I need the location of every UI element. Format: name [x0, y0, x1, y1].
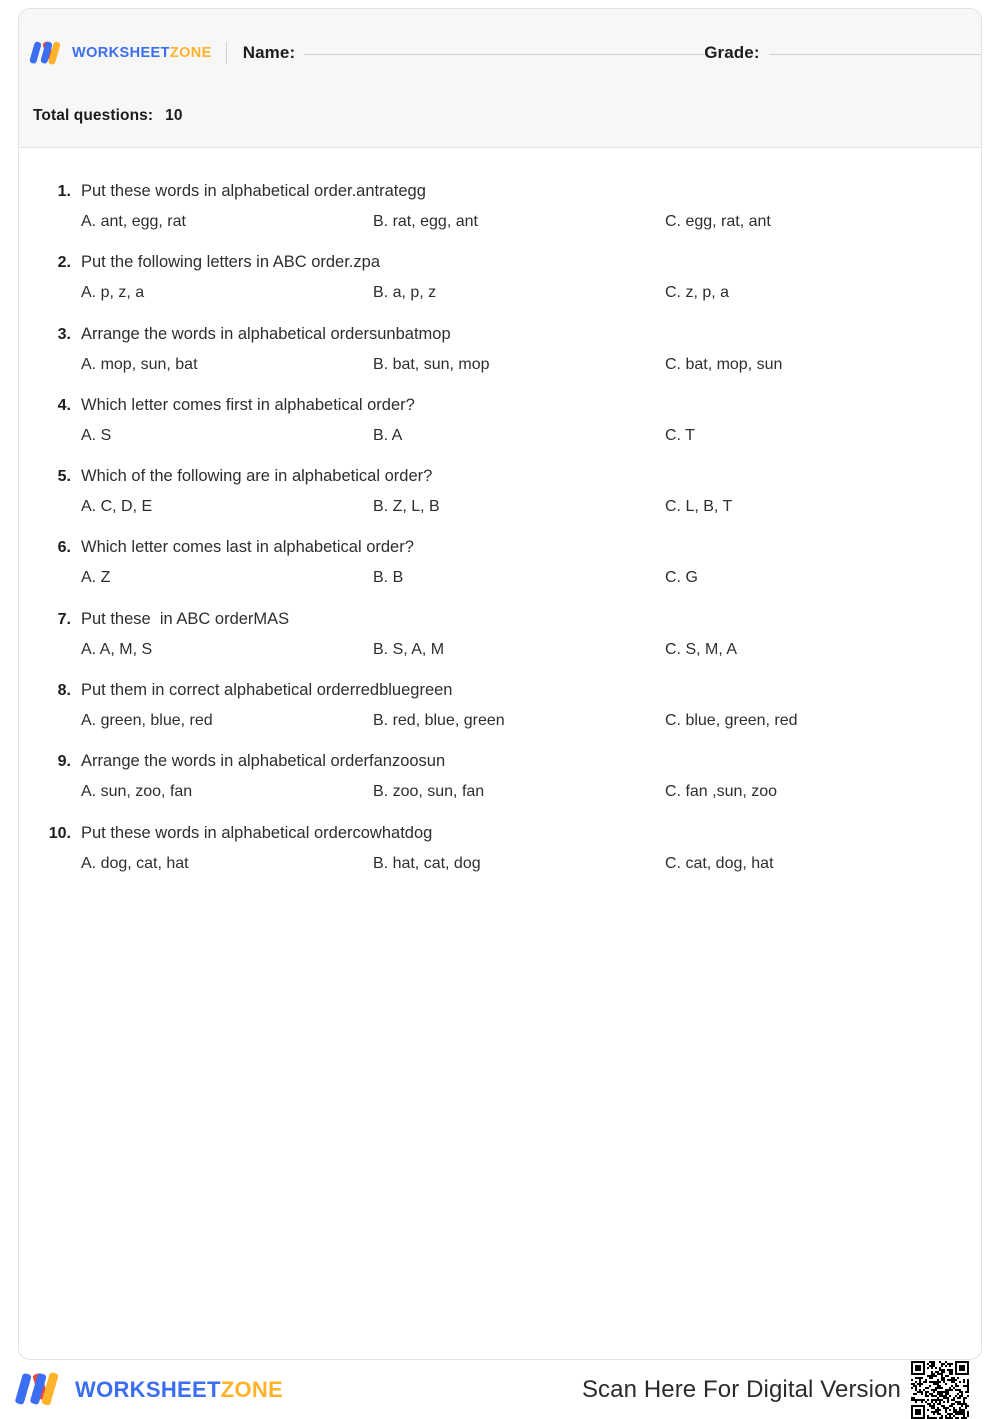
question-options — [37, 711, 963, 732]
option-choice[interactable]: B. a, p, z — [373, 284, 437, 302]
option-choice[interactable]: A. Z — [81, 569, 111, 587]
question-item — [37, 680, 963, 732]
option-choice[interactable]: C. bat, mop, sun — [665, 355, 783, 373]
footer-brand-logo — [20, 1370, 283, 1410]
option-choice[interactable]: A. ant, egg, rat — [81, 213, 186, 230]
question-text: Put these words in alphabetical order.antrategg — [81, 182, 426, 200]
question-number: 1. — [57, 183, 71, 200]
question-options — [37, 782, 963, 803]
option-choice[interactable]: B. red, blue, green — [373, 712, 505, 730]
header-divider — [226, 42, 227, 64]
option-choice[interactable]: A. S — [81, 426, 112, 444]
footer-brand-wordmark-part1: WORKSHEET — [75, 1377, 221, 1402]
grade-label: Grade: — [704, 43, 760, 62]
question-text: Which letter comes last in alphabetical order? — [81, 538, 414, 557]
question-options — [37, 854, 963, 875]
option-choice[interactable]: A. green, blue, red — [81, 712, 213, 730]
question-prompt — [37, 324, 963, 345]
option-choice[interactable]: B. S, A, M — [373, 640, 445, 658]
question-item — [37, 181, 963, 233]
question-prompt — [37, 609, 963, 630]
option-choice[interactable]: B. zoo, sun, fan — [373, 783, 485, 801]
question-number: 7. — [57, 610, 71, 628]
question-number: 5. — [57, 468, 71, 486]
option-choice[interactable]: A. dog, cat, hat — [81, 854, 189, 872]
question-text: Arrange the words in alphabetical orderfanzoosun — [81, 752, 446, 771]
option-choice[interactable]: A. C, D, E — [81, 498, 153, 516]
footer-brand-wordmark — [75, 1379, 283, 1401]
question-number: 8. — [57, 682, 71, 700]
worksheet-footer — [18, 1366, 982, 1414]
question-list — [19, 148, 981, 874]
footer-brand-wordmark-part2: ZONE — [220, 1377, 284, 1402]
option-choice[interactable]: B. rat, egg, ant — [373, 213, 478, 230]
question-number: 6. — [57, 539, 71, 557]
option-choice[interactable]: C. z, p, a — [665, 284, 730, 302]
option-choice[interactable]: B. B — [373, 569, 404, 587]
question-options — [37, 497, 963, 518]
header-row — [19, 31, 981, 75]
total-questions-value: 10 — [165, 107, 183, 124]
worksheet-page — [18, 8, 982, 1360]
option-choice[interactable]: B. hat, cat, dog — [373, 854, 481, 872]
question-text: Put these in ABC orderMAS — [81, 609, 290, 628]
total-questions — [33, 107, 183, 125]
worksheetzone-w-logo-icon — [33, 39, 65, 67]
question-prompt — [37, 395, 963, 416]
question-options — [37, 640, 963, 661]
question-item — [37, 751, 963, 803]
option-choice[interactable]: C. egg, rat, ant — [665, 213, 771, 230]
question-item — [37, 324, 963, 376]
option-choice[interactable]: C. T — [665, 426, 695, 444]
option-choice[interactable]: C. S, M, A — [665, 640, 738, 658]
question-options — [37, 426, 963, 447]
option-choice[interactable]: A. A, M, S — [81, 640, 153, 658]
option-choice[interactable]: C. blue, green, red — [665, 712, 798, 730]
option-choice[interactable]: C. fan ,sun, zoo — [665, 783, 778, 801]
question-number: 3. — [57, 325, 71, 343]
grade-write-line[interactable] — [769, 54, 982, 55]
option-choice[interactable]: C. L, B, T — [665, 498, 733, 516]
option-choice[interactable]: A. p, z, a — [81, 284, 145, 302]
question-options — [37, 283, 963, 304]
question-prompt — [37, 751, 963, 772]
question-number: 2. — [57, 254, 71, 272]
worksheet-header — [19, 9, 981, 148]
question-text: Arrange the words in alphabetical ordersunbatmop — [81, 324, 451, 343]
question-item — [37, 395, 963, 447]
brand-wordmark-part1: WORKSHEET — [72, 44, 170, 61]
question-prompt — [37, 252, 963, 273]
question-options — [37, 355, 963, 376]
brand-wordmark — [72, 46, 212, 61]
question-text: Put these words in alphabetical ordercowhatdog — [81, 823, 433, 842]
question-item — [37, 609, 963, 661]
question-options — [37, 212, 963, 233]
question-number: 4. — [57, 396, 71, 414]
brand-wordmark-part2: ZONE — [169, 44, 212, 61]
question-prompt — [37, 680, 963, 701]
option-choice[interactable]: C. G — [665, 569, 698, 587]
question-item — [37, 252, 963, 304]
question-item — [37, 537, 963, 589]
question-item — [37, 466, 963, 518]
question-text: Put them in correct alphabetical orderredbluegreen — [81, 681, 453, 700]
question-text: Which of the following are in alphabetical order? — [81, 467, 433, 486]
question-options — [37, 568, 963, 589]
name-write-line[interactable] — [304, 54, 704, 55]
option-choice[interactable]: C. cat, dog, hat — [665, 854, 774, 872]
total-questions-label: Total questions: — [33, 107, 154, 124]
question-text: Put the following letters in ABC order.zpa — [81, 253, 380, 272]
option-choice[interactable]: A. sun, zoo, fan — [81, 783, 193, 801]
option-choice[interactable]: B. Z, L, B — [373, 498, 440, 516]
brand-logo — [33, 39, 212, 67]
question-prompt — [37, 181, 963, 202]
question-text: Which letter comes first in alphabetical order? — [81, 395, 415, 414]
qr-code-icon[interactable] — [911, 1361, 969, 1419]
question-item — [37, 823, 963, 875]
worksheetzone-w-logo-icon-footer — [20, 1370, 66, 1410]
question-prompt — [37, 466, 963, 487]
option-choice[interactable]: A. mop, sun, bat — [81, 355, 198, 373]
option-choice[interactable]: B. bat, sun, mop — [373, 355, 490, 373]
question-prompt — [37, 537, 963, 558]
name-label: Name: — [242, 43, 296, 62]
question-number: 10. — [48, 824, 71, 842]
grade-field — [704, 43, 982, 63]
question-prompt — [37, 823, 963, 844]
scan-prompt-text: Scan Here For Digital Version — [581, 1376, 901, 1403]
name-field — [243, 43, 704, 63]
option-choice[interactable]: B. A — [373, 426, 403, 444]
question-number: 9. — [57, 753, 71, 771]
